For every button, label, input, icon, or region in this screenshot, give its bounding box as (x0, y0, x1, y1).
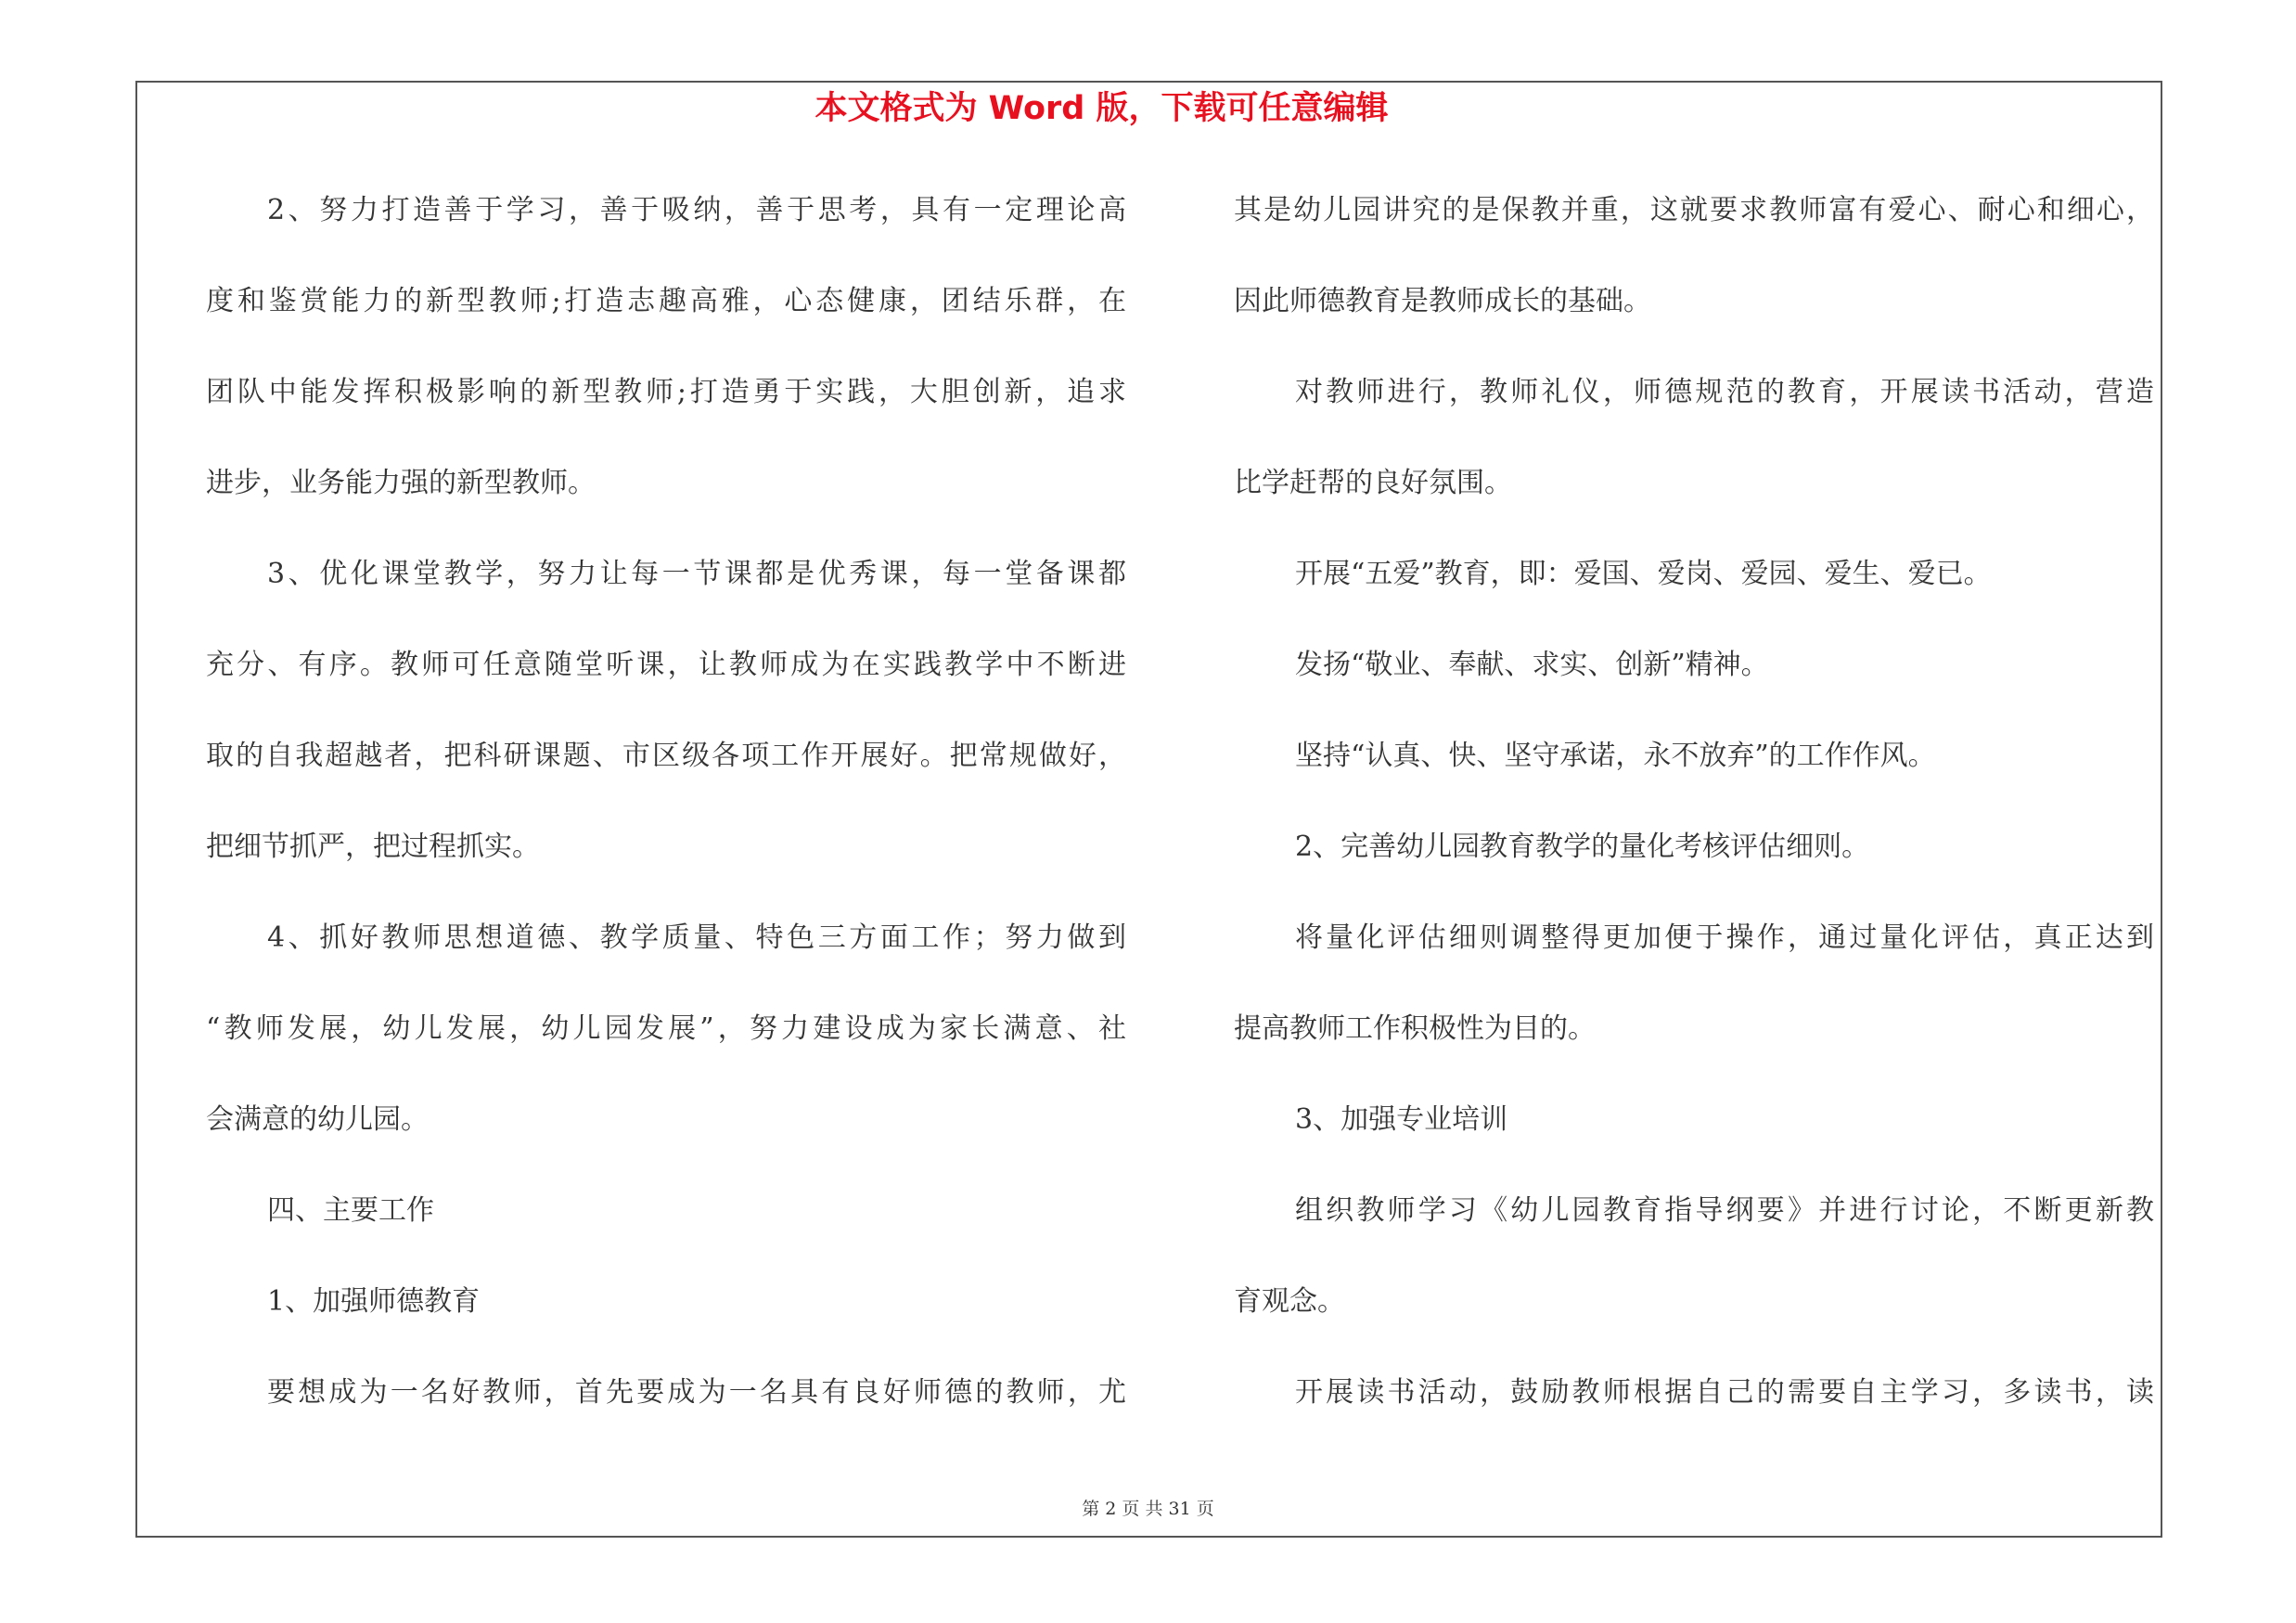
text-line: 提高教师工作积极性为目的。 (1234, 1012, 1596, 1045)
page-number: 第 2 页 共 31 页 (1082, 1499, 1214, 1519)
text-line: 2、努力打造善于学习，善于吸纳，善于思考，具有一定理论高 (267, 194, 1126, 226)
section-heading: 四、主要工作 (267, 1194, 434, 1227)
text-line: 进步，业务能力强的新型教师。 (206, 467, 596, 499)
text-line: 发扬“敬业、奉献、求实、创新”精神。 (1295, 649, 1769, 681)
text-line: 度和鉴赏能力的新型教师;打造志趣高雅，心态健康，团结乐群，在 (206, 285, 1126, 317)
text-line: 开展读书活动，鼓励教师根据自己的需要自主学习，多读书，读 (1295, 1376, 2154, 1409)
text-line: 要想成为一名好教师，首先要成为一名具有良好师德的教师，尤 (267, 1376, 1126, 1409)
text-line: 团队中能发挥积极影响的新型教师;打造勇于实践，大胆创新，追求 (206, 376, 1126, 408)
subsection-heading: 2、完善幼儿园教育教学的量化考核评估细则。 (1295, 831, 1870, 863)
text-line: 会满意的幼儿园。 (206, 1103, 429, 1136)
text-line: 比学赶帮的良好氛围。 (1234, 467, 1512, 499)
text-line: 其是幼儿园讲究的是保教并重，这就要求教师富有爱心、耐心和细心， (1234, 194, 2154, 226)
subsection-heading: 3、加强专业培训 (1295, 1103, 1508, 1136)
text-line: 因此师德教育是教师成长的基础。 (1234, 285, 1651, 317)
text-line: 充分、有序。教师可任意随堂听课，让教师成为在实践教学中不断进 (206, 649, 1126, 681)
text-line: 将量化评估细则调整得更加便于操作，通过量化评估，真正达到 (1295, 921, 2154, 954)
format-notice: 本文格式为 Word 版，下载可任意编辑 (815, 90, 1389, 127)
subsection-heading: 1、加强师德教育 (267, 1285, 481, 1318)
text-line: 取的自我超越者，把科研课题、市区级各项工作开展好。把常规做好， (206, 740, 1126, 772)
text-line: 4、抓好教师思想道德、教学质量、特色三方面工作；努力做到 (267, 921, 1126, 954)
text-line: 开展“五爱”教育，即：爱国、爱岗、爱园、爱生、爱已。 (1295, 558, 1992, 590)
text-line: 3、优化课堂教学，努力让每一节课都是优秀课，每一堂备课都 (267, 558, 1126, 590)
text-line: 育观念。 (1234, 1285, 1345, 1318)
text-line: 组织教师学习《幼儿园教育指导纲要》并进行讨论，不断更新教 (1295, 1194, 2154, 1227)
text-line: “教师发展，幼儿发展，幼儿园发展”，努力建设成为家长满意、社 (206, 1012, 1126, 1045)
right-column (1234, 165, 2154, 1438)
text-line: 坚持“认真、快、坚守承诺，永不放弃”的工作作风。 (1295, 740, 1936, 772)
text-line: 把细节抓严，把过程抓实。 (206, 831, 540, 863)
text-line: 对教师进行，教师礼仪，师德规范的教育，开展读书活动，营造 (1295, 376, 2154, 408)
left-column (206, 165, 1126, 1438)
